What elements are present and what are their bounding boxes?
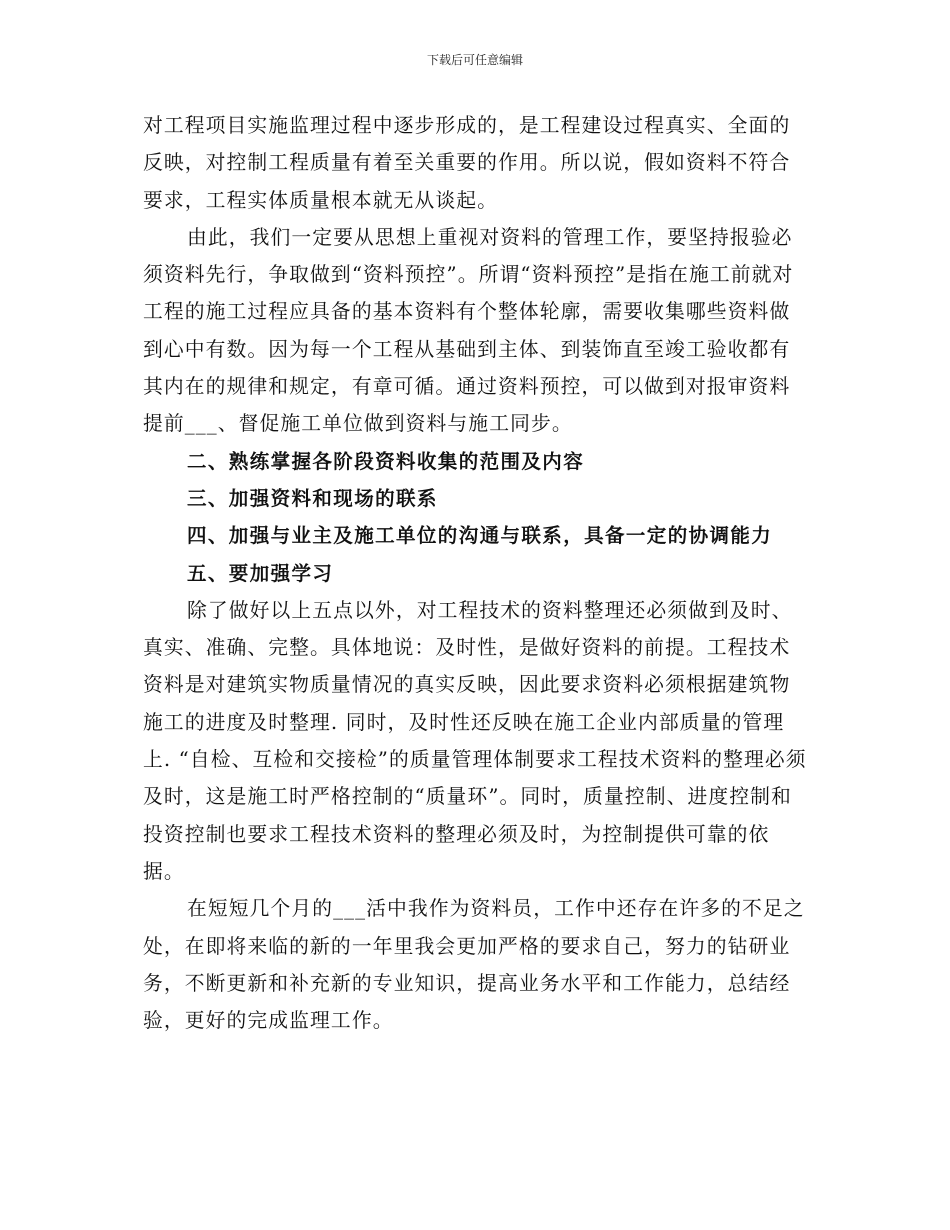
section-heading-3: 三、加强资料和现场的联系 — [187, 486, 438, 510]
page-header: 下载后可任意编辑 — [426, 53, 523, 67]
document-body — [143, 107, 811, 1039]
paragraph-4: 在短短几个月的___活中我作为资料员，工作中还存在许多的不足之处，在即将来临的新的一年里我会更加严格的要求自己，努力的钻研业务，不断更新和补充新的专业知识，提高业务水平和工作能力，总结经验，更好的完成监理工作。 — [143, 897, 805, 1033]
paragraph-3: 除了做好以上五点以外，对工程技术的资料整理还必须做到及时、真实、准确、完整。具体地说：及时性，是做好资料的前提。工程技术资料是对建筑实物质量情况的真实反映，因此要求资料必须根据建筑物施工的进度及时整理. 同时，及时性还反映在施工企业内部质量的管理上. “自检、互检和交接检”的质量管理体制要求工程技术资料的整理必须及时，这是施工时严格控制的“质量环”。同时，质量控制、进度控制和投资控制也要求工程技术资料的整理必须及时，为控制提供可靠的依据。 — [143, 598, 807, 883]
section-heading-5: 五、要加强学习 — [187, 561, 334, 585]
paragraph-1: 对工程项目实施监理过程中逐步形成的，是工程建设过程真实、全面的反映，对控制工程质量有着至关重要的作用。所以说，假如资料不符合要求，工程实体质量根本就无从谈起。 — [143, 114, 791, 212]
section-heading-4: 四、加强与业主及施工单位的沟通与联系，具备一定的协调能力 — [187, 524, 773, 548]
paragraph-2: 由此，我们一定要从思想上重视对资料的管理工作，要坚持报验必须资料先行，争取做到“资料预控”。所谓“资料预控”是指在施工前就对工程的施工过程应具备的基本资料有个整体轮廓，需要收集哪些资料做到心中有数。因为每一个工程从基础到主体、到装饰直至竣工验收都有其内在的规律和规定，有章可循。通过资料预控，可以做到对报审资料提前___、督促施工单位做到资料与施工同步。 — [143, 225, 794, 436]
section-heading-2: 二、熟练掌握各阶段资料收集的范围及内容 — [187, 449, 585, 473]
